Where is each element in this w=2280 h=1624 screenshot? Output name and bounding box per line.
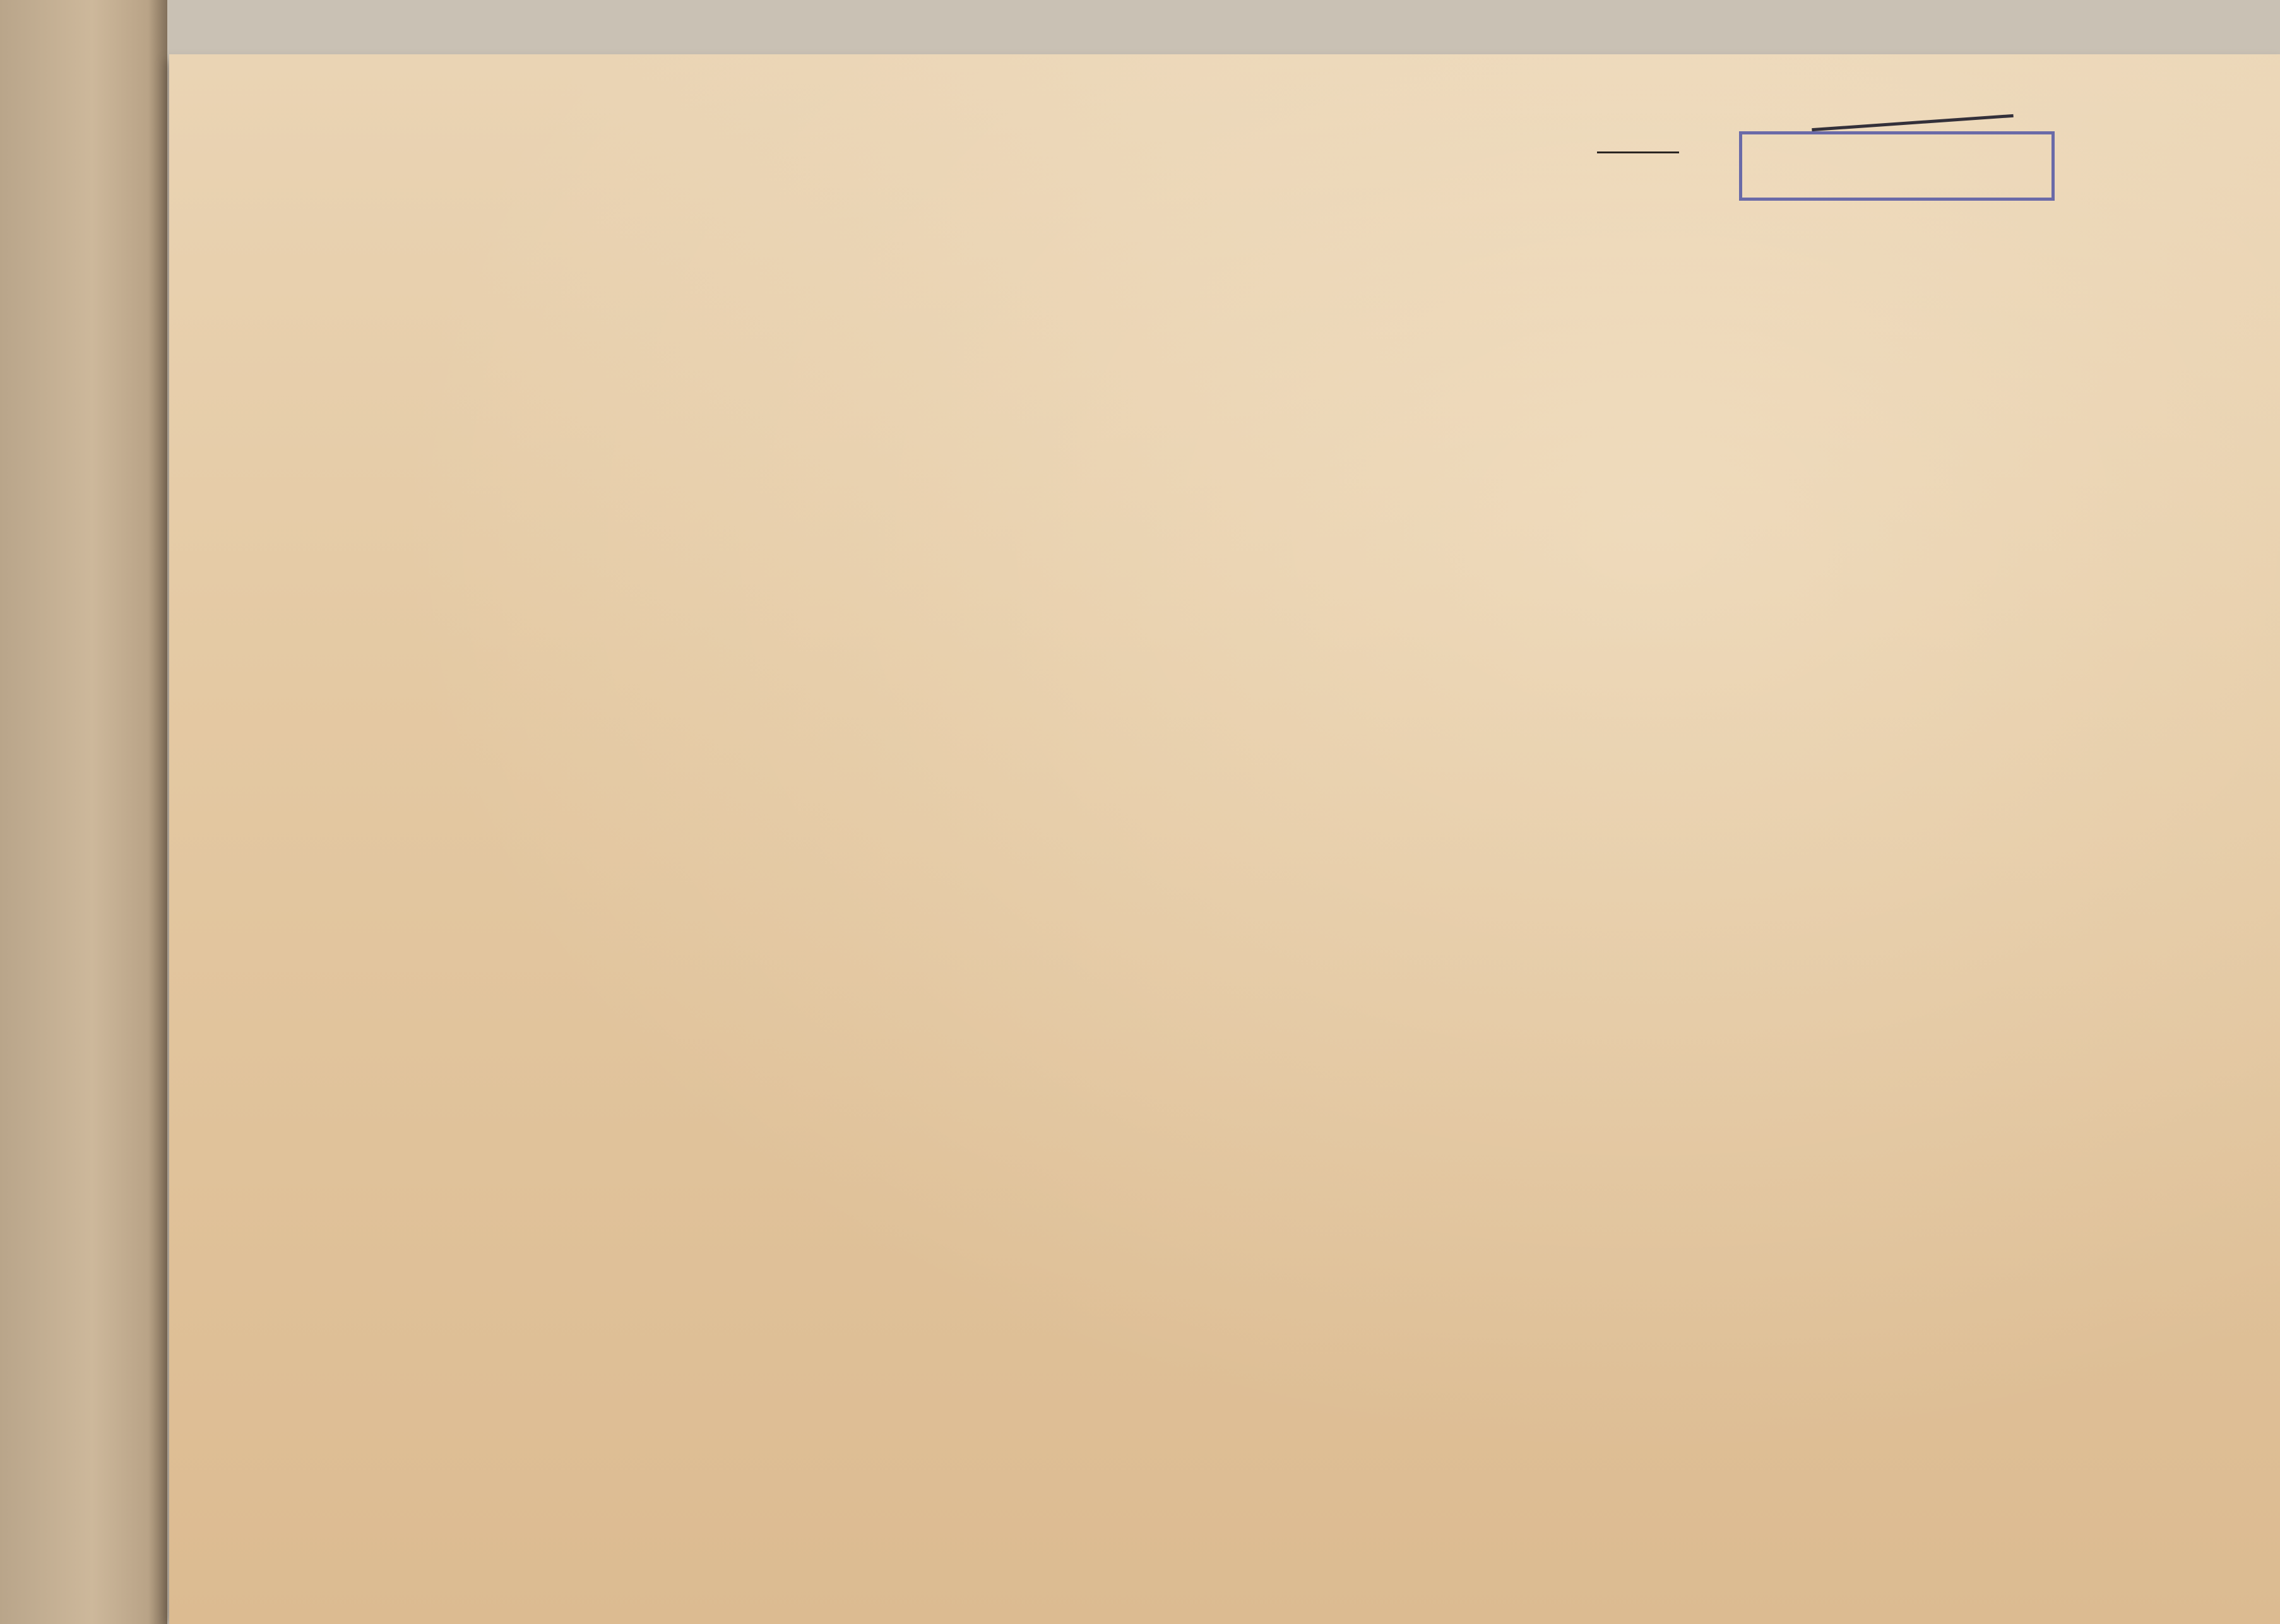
declassified-stamp: [1739, 131, 2055, 201]
copy-number-line: [1597, 151, 1679, 153]
document-sheet: [169, 54, 2280, 1624]
left-page-edge: [0, 0, 167, 1624]
